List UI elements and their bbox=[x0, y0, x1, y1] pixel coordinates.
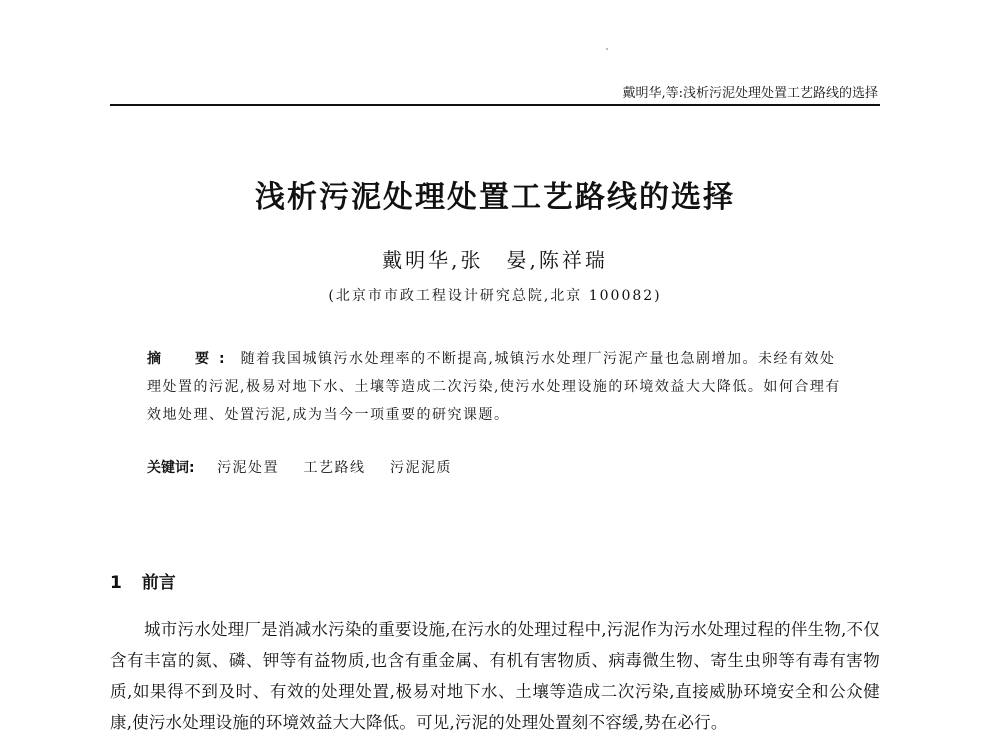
running-header: 戴明华,等:浅析污泥处理处置工艺路线的选择 bbox=[622, 86, 878, 101]
section-number: 1 bbox=[110, 573, 122, 593]
paper-affiliation: (北京市市政工程设计研究总院,北京 100082) bbox=[328, 288, 662, 304]
keyword: 污泥泥质 bbox=[389, 460, 452, 476]
paper-authors: 戴明华,张 晏,陈祥瑞 bbox=[382, 248, 608, 272]
header-rule bbox=[110, 104, 880, 106]
section-heading bbox=[110, 568, 176, 593]
keywords bbox=[147, 454, 847, 482]
section-title: 前言 bbox=[141, 573, 176, 593]
abstract-label: 摘 要: bbox=[147, 351, 235, 367]
keywords-label: 关键词: bbox=[147, 460, 195, 476]
section-paragraph: 城市污水处理厂是消减水污染的重要设施,在污水的处理过程中,污泥作为污水处理过程的伴生物,不仅含有丰富的氮、磷、钾等有益物质,也含有重金属、有机有害物质、病毒微生物、寄生虫卵等有毒有害物质,如果得不到及时、有效的处理处置,极易对地下水、土壤等造成二次污染,直接威胁环境安全和公众健康,使污水处理设施的环境效益大大降低。可见,污泥的处理处置刻不容缓,势在必行。 bbox=[110, 620, 880, 732]
keyword: 工艺路线 bbox=[303, 460, 366, 476]
scan-speck bbox=[606, 48, 608, 50]
abstract bbox=[147, 345, 847, 429]
paper-title: 浅析污泥处理处置工艺路线的选择 bbox=[255, 180, 735, 215]
abstract-text: 随着我国城镇污水处理率的不断提高,城镇污水处理厂污泥产量也急剧增加。未经有效处理处置的污泥,极易对地下水、土壤等造成二次污染,使污水处理设施的环境效益大大降低。如何合理有效地处理、处置污泥,成为当今一项重要的研究课题。 bbox=[147, 351, 841, 423]
keyword: 污泥处置 bbox=[217, 460, 280, 476]
